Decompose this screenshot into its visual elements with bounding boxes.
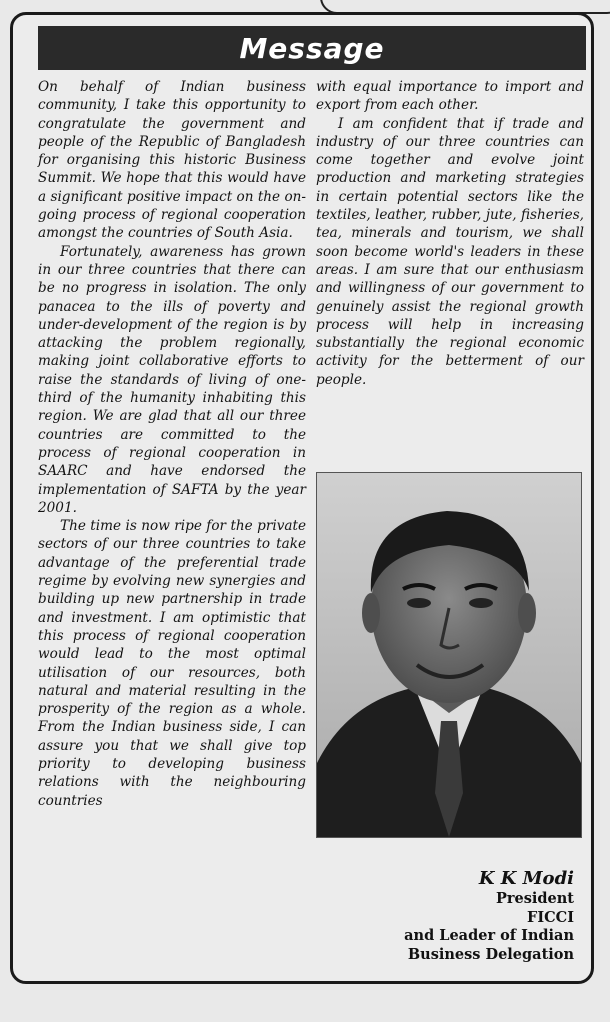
signatory-organisation: FICCI <box>527 908 574 926</box>
signatory-role: and Leader of Indian <box>404 927 574 944</box>
portrait-photo <box>316 472 582 838</box>
paragraph: On behalf of Indian business community, I take this opportunity to congratulate the government and people of the Republic of Bangladesh for organising this historic Business Summit. We hope that this would have a significant positive impact on the on-going process of regional cooperation amongst the countries of South Asia. <box>38 79 306 242</box>
paragraph: The time is now ripe for the private sectors of our three countries to take advantage of the preferential trade regime by evolving new synergies and building up new partnership in trade and investment. I am optimistic that this process of regional cooperation would lead to the most optimal utilisation of our resources, both natural and material resulting in the prosperity of the region as a whole. From the Indian business side, I can assure you that we shall give top priority to developing business relations with the neighbouring countries <box>38 518 306 809</box>
signature-block <box>320 868 574 964</box>
message-banner <box>38 26 586 70</box>
signatory-role-cont: Business Delegation <box>407 945 574 963</box>
paragraph: with equal importance to import and export from each other. <box>316 79 584 114</box>
signatory-name: K K Modi <box>478 868 574 889</box>
page-title: Message <box>239 31 385 65</box>
right-column <box>316 78 584 389</box>
paragraph: Fortunately, awareness has grown in our three countries that there can be no progress in isolation. The only panacea to the ills of poverty and under-development of the region is by attacking the problem regionally, making joint collaborative efforts to raise the standards of living of one-third of the humanity inhabiting this region. We are glad that all our three countries are committed to the process of regional cooperation in SAARC and have endorsed the implementation of SAFTA by the year 2001. <box>38 243 306 516</box>
left-column <box>38 78 306 810</box>
signatory-title: President <box>495 890 574 907</box>
paragraph: I am confident that if trade and industry of our three countries can come together and evolve joint production and marketing strategies in certain potential sectors like the textiles, leather, rubber, jute, fisheries, tea, minerals and tourism, we shall soon become world's leaders in these areas. I am sure that our enthusiasm and willingness of our government to genuinely assist the regional growth process will help in increasing substantially the regional economic activity for the betterment of our people. <box>316 115 584 388</box>
